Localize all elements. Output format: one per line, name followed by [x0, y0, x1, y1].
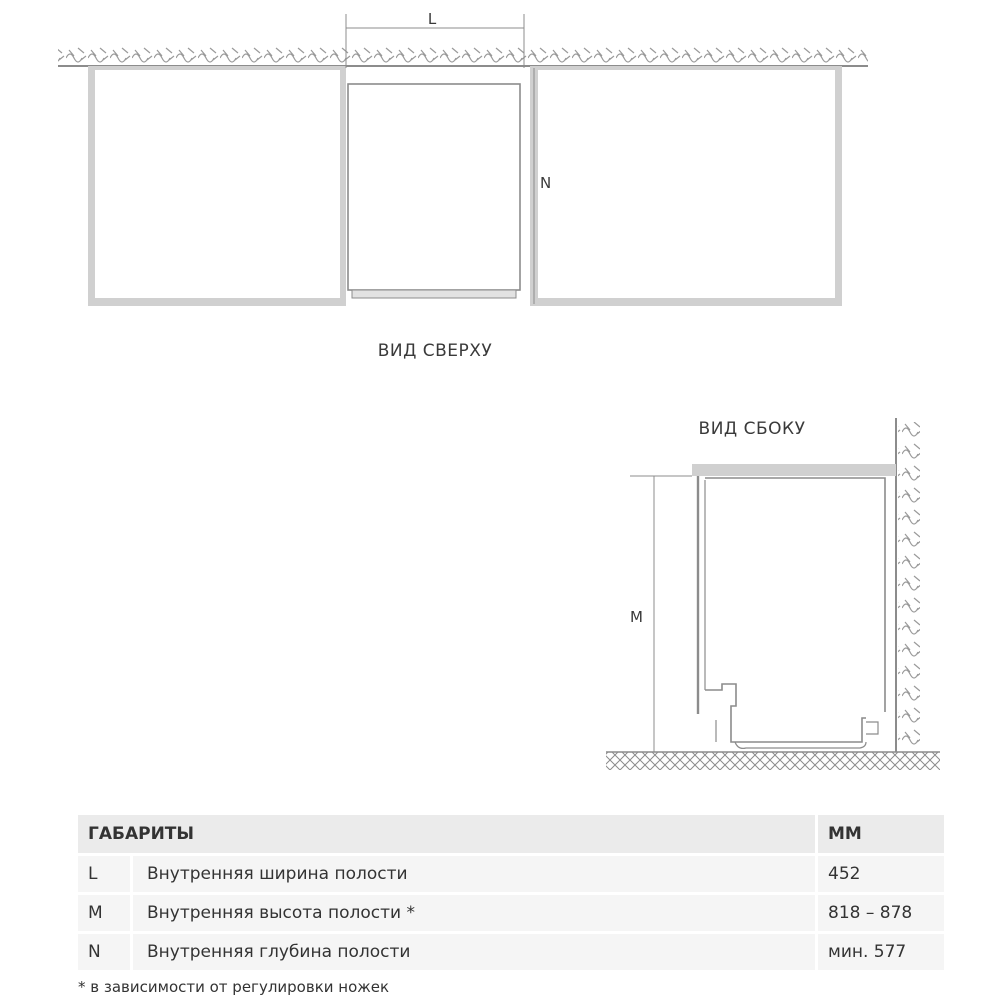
dishwasher-top [348, 84, 520, 298]
wall-hatch-side [898, 422, 920, 752]
table-row [78, 934, 944, 970]
top-view-caption: ВИД СВЕРХУ [377, 341, 493, 361]
dim-name: Внутренняя ширина полости [130, 856, 815, 892]
wall-hatch-top [58, 42, 868, 64]
table-row [78, 895, 944, 931]
table-header-row [78, 815, 944, 853]
dim-value: 818 – 878 [815, 895, 944, 931]
dim-label-L: L [427, 10, 437, 28]
table-header-unit: ММ [815, 815, 944, 853]
dimensions-table [78, 812, 944, 973]
dim-label-N: N [540, 174, 552, 192]
side-view [606, 418, 940, 770]
dim-key: M [78, 895, 130, 931]
dim-label-M: M [630, 608, 643, 626]
dishwasher-side [698, 476, 885, 748]
dim-value: 452 [815, 856, 944, 892]
side-view-caption: ВИД СБОКУ [698, 419, 806, 439]
table-header-label: ГАБАРИТЫ [78, 815, 815, 853]
top-view [58, 10, 868, 361]
footnote: * в зависимости от регулировки ножек [78, 978, 390, 996]
cabinet-right [530, 66, 842, 306]
cabinet-left [88, 66, 346, 306]
floor-hatch [606, 752, 940, 770]
dim-key: N [78, 934, 130, 970]
dim-key: L [78, 856, 130, 892]
dimension-M [630, 476, 692, 752]
dim-name: Внутренняя глубина полости [130, 934, 815, 970]
table-row [78, 856, 944, 892]
countertop [692, 464, 896, 476]
dim-value: мин. 577 [815, 934, 944, 970]
dim-name: Внутренняя высота полости * [130, 895, 815, 931]
